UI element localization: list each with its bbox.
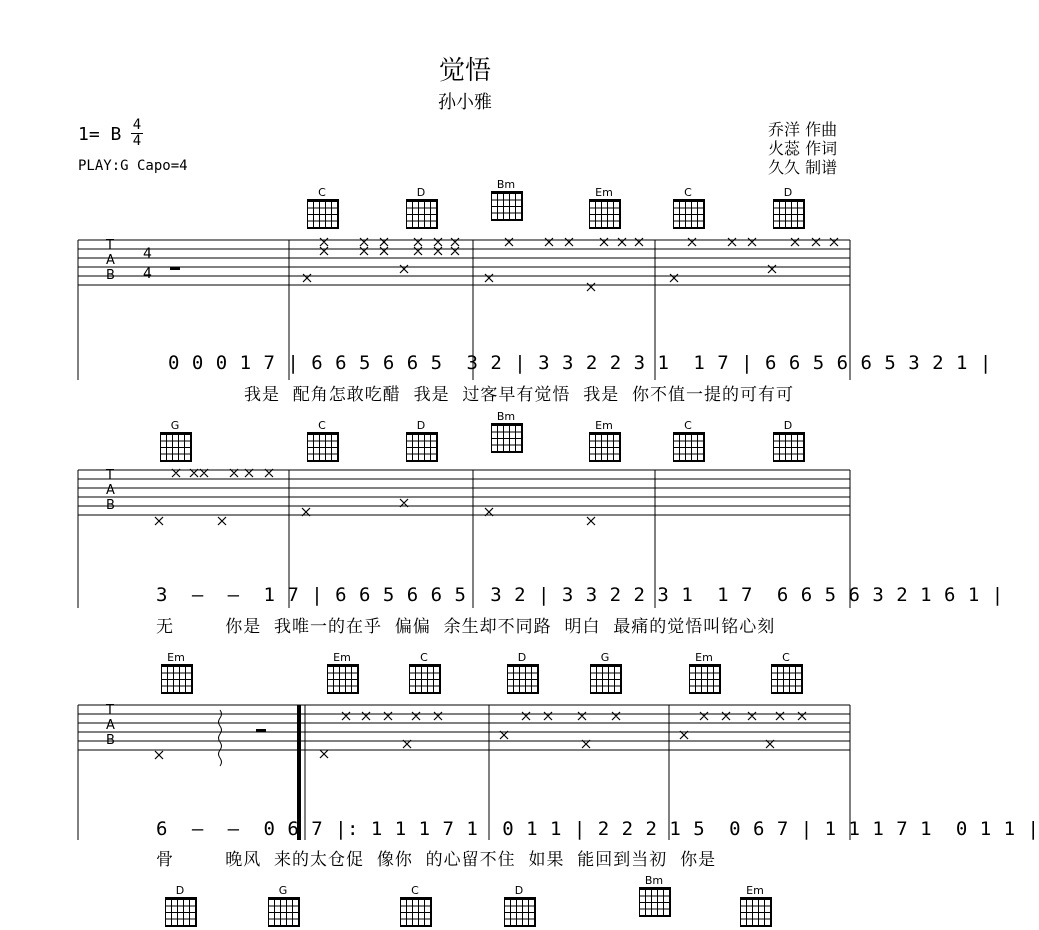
- chord-name: C: [420, 651, 428, 664]
- tab-letter-a: A: [106, 483, 115, 498]
- chord-name: G: [600, 651, 610, 664]
- chord-name: C: [684, 186, 692, 199]
- rest-mark: [256, 729, 266, 732]
- credit-lyricist: 火蕊 作词: [768, 139, 838, 158]
- chord-name: Em: [595, 186, 613, 199]
- chord-name: D: [517, 651, 527, 664]
- chord-name: D: [514, 884, 524, 897]
- time-denominator: 4: [132, 133, 142, 149]
- time-numerator: 4: [132, 117, 142, 133]
- chord-name: Bm: [496, 178, 516, 191]
- chord-name: Em: [333, 651, 351, 664]
- chord-name: C: [782, 651, 790, 664]
- credit-transcriber: 久久 制谱: [768, 158, 838, 177]
- tab-clef: [106, 238, 115, 283]
- lyrics-line: 骨 晚风 来的太仓促 像你 的心留不住 如果 能回到当初 你是: [156, 850, 717, 870]
- lyrics-line: 我是 配角怎敢吃醋 我是 过客早有觉悟 我是 你不值一提的可有可: [244, 385, 795, 405]
- tab-time-bottom: 4: [143, 266, 152, 282]
- chord-name: D: [416, 419, 426, 432]
- chord-name: D: [416, 186, 426, 199]
- arpeggio-mark: [219, 710, 222, 766]
- chord-name: D: [783, 419, 793, 432]
- credit-composer: 乔洋 作曲: [768, 120, 838, 139]
- rest-mark: [170, 267, 180, 270]
- chord-name: G: [278, 884, 288, 897]
- chord-name: C: [411, 884, 419, 897]
- chord-name: Em: [746, 884, 764, 897]
- tab-letter-b: B: [106, 268, 115, 283]
- tab-clef: [106, 703, 115, 748]
- tab-letter-b: B: [106, 733, 115, 748]
- chord-name: Bm: [496, 410, 516, 423]
- artist-name: 孙小雅: [438, 92, 492, 113]
- tab-clef: [106, 468, 115, 513]
- chord-name: D: [175, 884, 185, 897]
- play-capo-info: PLAY:G Capo=4: [78, 158, 188, 174]
- tab-letter-a: A: [106, 718, 115, 733]
- tab-letter-a: A: [106, 253, 115, 268]
- chord-name: Em: [695, 651, 713, 664]
- tab-letter-t: T: [106, 468, 114, 483]
- chord-name: Em: [595, 419, 613, 432]
- notation-line: 3 – – 1 7 | 6 6 5 6 6 5 3 2 | 3 3 2 2 3 1 1 7 6 6 5 6 3 2 1 6 1 |: [156, 584, 1004, 606]
- notation-line: 6 – – 0 6 7 |: 1 1 1 7 1 0 1 1 | 2 2 2 1 5 0 6 7 | 1 1 1 7 1 0 1 1 |: [156, 818, 1039, 840]
- tab-time-top: 4: [143, 246, 152, 262]
- song-title: 觉悟: [438, 56, 491, 86]
- chord-name: D: [783, 186, 793, 199]
- tab-letter-b: B: [106, 498, 115, 513]
- tab-letter-t: T: [106, 238, 114, 253]
- tab-letter-t: T: [106, 703, 114, 718]
- chord-name: C: [318, 186, 326, 199]
- notation-line: 0 0 0 1 7 | 6 6 5 6 6 5 3 2 | 3 3 2 2 3 1 1 7 | 6 6 5 6 6 5 3 2 1 |: [168, 352, 992, 374]
- key-signature: 1= B: [78, 124, 122, 145]
- chord-name: Em: [167, 651, 185, 664]
- tab-note-marks: [155, 238, 838, 759]
- lyrics-line: 无 你是 我唯一的在乎 偏偏 余生却不同路 明白 最痛的觉悟叫铭心刻: [156, 617, 776, 637]
- tab-time-signature: [143, 244, 152, 284]
- chord-name: C: [318, 419, 326, 432]
- chord-name: Bm: [644, 874, 664, 887]
- chord-name: G: [170, 419, 180, 432]
- chord-name: C: [684, 419, 692, 432]
